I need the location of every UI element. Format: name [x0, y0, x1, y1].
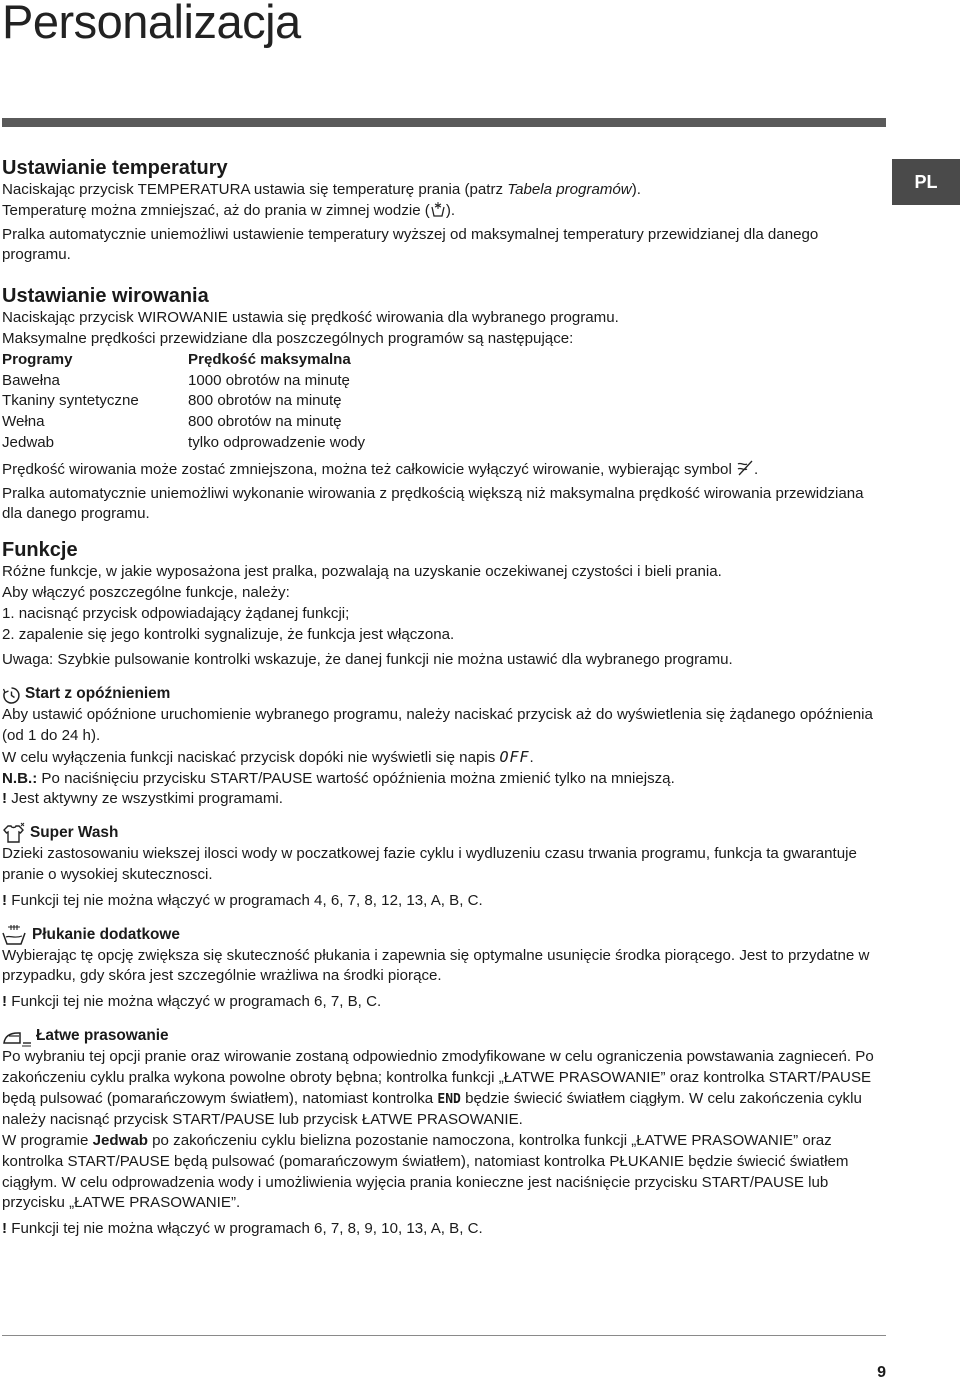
functions-step-2: 2. zapalenie się jego kontrolki sygnalizuje, że funkcja jest włączona. — [2, 625, 455, 643]
table-row — [2, 391, 365, 412]
program-cell: Bawełna — [2, 371, 60, 389]
speed-cell: 1000 obrotów na minutę — [188, 371, 350, 389]
spin-paragraph-4: Pralka automatycznie uniemożliwi wykonanie wirowania z prędkością większą niż maksymalna prędkość wirowania przewidziana dla danego programu. — [2, 484, 864, 523]
extra-rinse-paragraph-1: Wybierając tę opcję zwiększa się skuteczność płukania i zapewnia się optymalne usunięcie środka piorącego. Jest to przydatne w przypadku, gdy skóra jest szczególnie wrażliwa na środki piorące. — [2, 946, 870, 985]
super-wash-paragraph-1: Dzieki zastosowaniu wiekszej ilosci wody w poczatkowej fazie cyklu i wydluzeniu czasu trwania programu, funkcja ta gwarantuje pranie o wysokiej skutecznosci. — [2, 845, 857, 883]
spin-heading: Ustawianie wirowania — [2, 285, 209, 308]
cold-wash-icon — [430, 201, 446, 225]
off-display-text: OFF — [499, 747, 530, 766]
temperature-paragraph-2: Temperaturę można zmniejszać, aż do prania w zimnej wodzie ( ). — [2, 201, 882, 225]
page-title: Personalizacja — [2, 0, 301, 48]
shirt-stain-icon — [2, 822, 26, 844]
temperature-paragraph-3: Pralka automatycznie uniemożliwi ustawienie temperatury wyższej od maksymalnej temperatury przewidzianej dla danego programu. — [2, 225, 819, 264]
functions-note: Uwaga: Szybkie pulsowanie kontrolki wskazuje, że danej funkcji nie można ustawić dla wybranego programu. — [2, 651, 733, 669]
functions-step-1: 1. nacisnąć przycisk odpowiadający żądanej funkcji; — [2, 604, 350, 622]
column-header: Prędkość maksymalna — [188, 350, 351, 368]
header-rule — [2, 118, 886, 127]
spin-paragraph-1: Naciskając przycisk WIROWANIE ustawia się prędkość wirowania dla wybranego programu. — [2, 309, 619, 327]
easy-iron-heading: Łatwe prasowanie — [2, 1025, 882, 1047]
page-number: 9 — [877, 1364, 886, 1381]
easy-iron-paragraph-2: W programie Jedwab po zakończeniu cyklu bielizna pozostanie namoczona, kontrolka funkcji „ŁATWE PRASOWANIE” oraz kontrolka START/PAUSE będą pulsować (pomarańczowym światłem), natomiast kontrolka PŁUKANIE będzie świecić światłem ciągłym. W celu odprowadzenia wody i umożliwienia wyjęcia prania konieczne jest naciśnięcie przycisku START/PAUSE lub przycisku „ŁATWE PRASOWANIE”. — [2, 1132, 849, 1212]
super-wash-heading: Super Wash — [2, 822, 882, 844]
iron-icon — [2, 1029, 32, 1047]
programs-table-reference: Tabela programów — [507, 181, 632, 198]
table-row — [2, 412, 365, 433]
easy-iron-warning: ! Funkcji tej nie można włączyć w programach 6, 7, 8, 9, 10, 13, A, B, C. — [2, 1220, 483, 1238]
extra-rinse-warning: ! Funkcji tej nie można włączyć w programach 6, 7, B, C. — [2, 993, 382, 1011]
no-spin-icon — [736, 459, 754, 484]
delay-start-paragraph-1: Aby ustawić opóźnione uruchomienie wybranego programu, należy naciskać przycisk aż do wyświetlenia się żądanego opóźnienia (od 1 do 24 h). — [2, 706, 873, 744]
language-tab: PL — [892, 159, 960, 205]
program-cell: Tkaniny syntetyczne — [2, 392, 139, 410]
program-cell: Wełna — [2, 413, 45, 431]
rinse-tub-icon — [2, 924, 28, 946]
program-cell: Jedwab — [2, 433, 55, 451]
table-header-row — [2, 350, 365, 371]
speed-cell: 800 obrotów na minutę — [188, 413, 342, 431]
spin-paragraph-3: Prędkość wirowania może zostać zmniejszona, można też całkowicie wyłączyć wirowanie, wybierając symbol . — [2, 459, 882, 484]
delay-clock-icon — [2, 686, 21, 705]
warning-icon: ! — [2, 891, 8, 909]
end-display-text: END — [437, 1091, 461, 1107]
temperature-heading: Ustawianie temperatury — [2, 157, 228, 179]
warning-icon: ! — [2, 1220, 8, 1238]
functions-paragraph-2: Aby włączyć poszczególne funkcje, należy: — [2, 583, 290, 601]
extra-rinse-heading: Płukanie dodatkowe — [2, 924, 882, 946]
document-body — [2, 156, 882, 1240]
delay-start-heading: Start z opóźnieniem — [2, 683, 882, 705]
column-header: Programy — [2, 350, 73, 368]
speed-cell: tylko odprowadzenie wody — [188, 433, 366, 451]
table-row — [2, 371, 365, 392]
delay-start-warning: ! Jest aktywny ze wszystkimi programami. — [2, 790, 283, 808]
functions-paragraph-1: Różne funkcje, w jakie wyposażona jest pralka, pozwalają na uzyskanie oczekiwanej czystości i bieli prania. — [2, 563, 722, 581]
temperature-paragraph-1: Naciskając przycisk TEMPERATURA ustawia się temperaturę prania (patrz Tabela programów). — [2, 181, 641, 198]
warning-icon: ! — [2, 790, 8, 808]
spin-speed-table — [2, 350, 365, 454]
functions-heading: Funkcje — [2, 539, 78, 562]
super-wash-warning: ! Funkcji tej nie można włączyć w programach 4, 6, 7, 8, 12, 13, A, B, C. — [2, 891, 483, 909]
delay-start-nb: N.B.: Po naciśnięciu przycisku START/PAUSE wartość opóźnienia można zmienić tylko na mniejszą. — [2, 769, 675, 787]
delay-start-paragraph-2: W celu wyłączenia funkcji naciskać przycisk dopóki nie wyświetli się napis OFF. — [2, 747, 534, 766]
speed-cell: 800 obrotów na minutę — [188, 392, 342, 410]
easy-iron-paragraph-1: Po wybraniu tej opcji pranie oraz wirowanie zostaną odpowiednio zmodyfikowane w celu ograniczenia powstawania zagnieceń. Po zakończeniu cyklu pralka wykona powolne obroty bębna; kontrolka funkcji „ŁATWE PRASOWANIE” oraz kontrolka START/PAUSE będą pulsować (pomarańczowym światłem), natomiast kontrolka END będzie świecić światłem ciągłym. W celu zakończenia cyklu należy nacisnąć przycisk START/PAUSE lub przycisk ŁATWE PRASOWANIE. — [2, 1047, 874, 1129]
spin-paragraph-2: Maksymalne prędkości przewidziane dla poszczególnych programów są następujące: — [2, 329, 574, 347]
warning-icon: ! — [2, 993, 8, 1011]
footer-rule — [2, 1335, 886, 1336]
table-row — [2, 433, 365, 454]
